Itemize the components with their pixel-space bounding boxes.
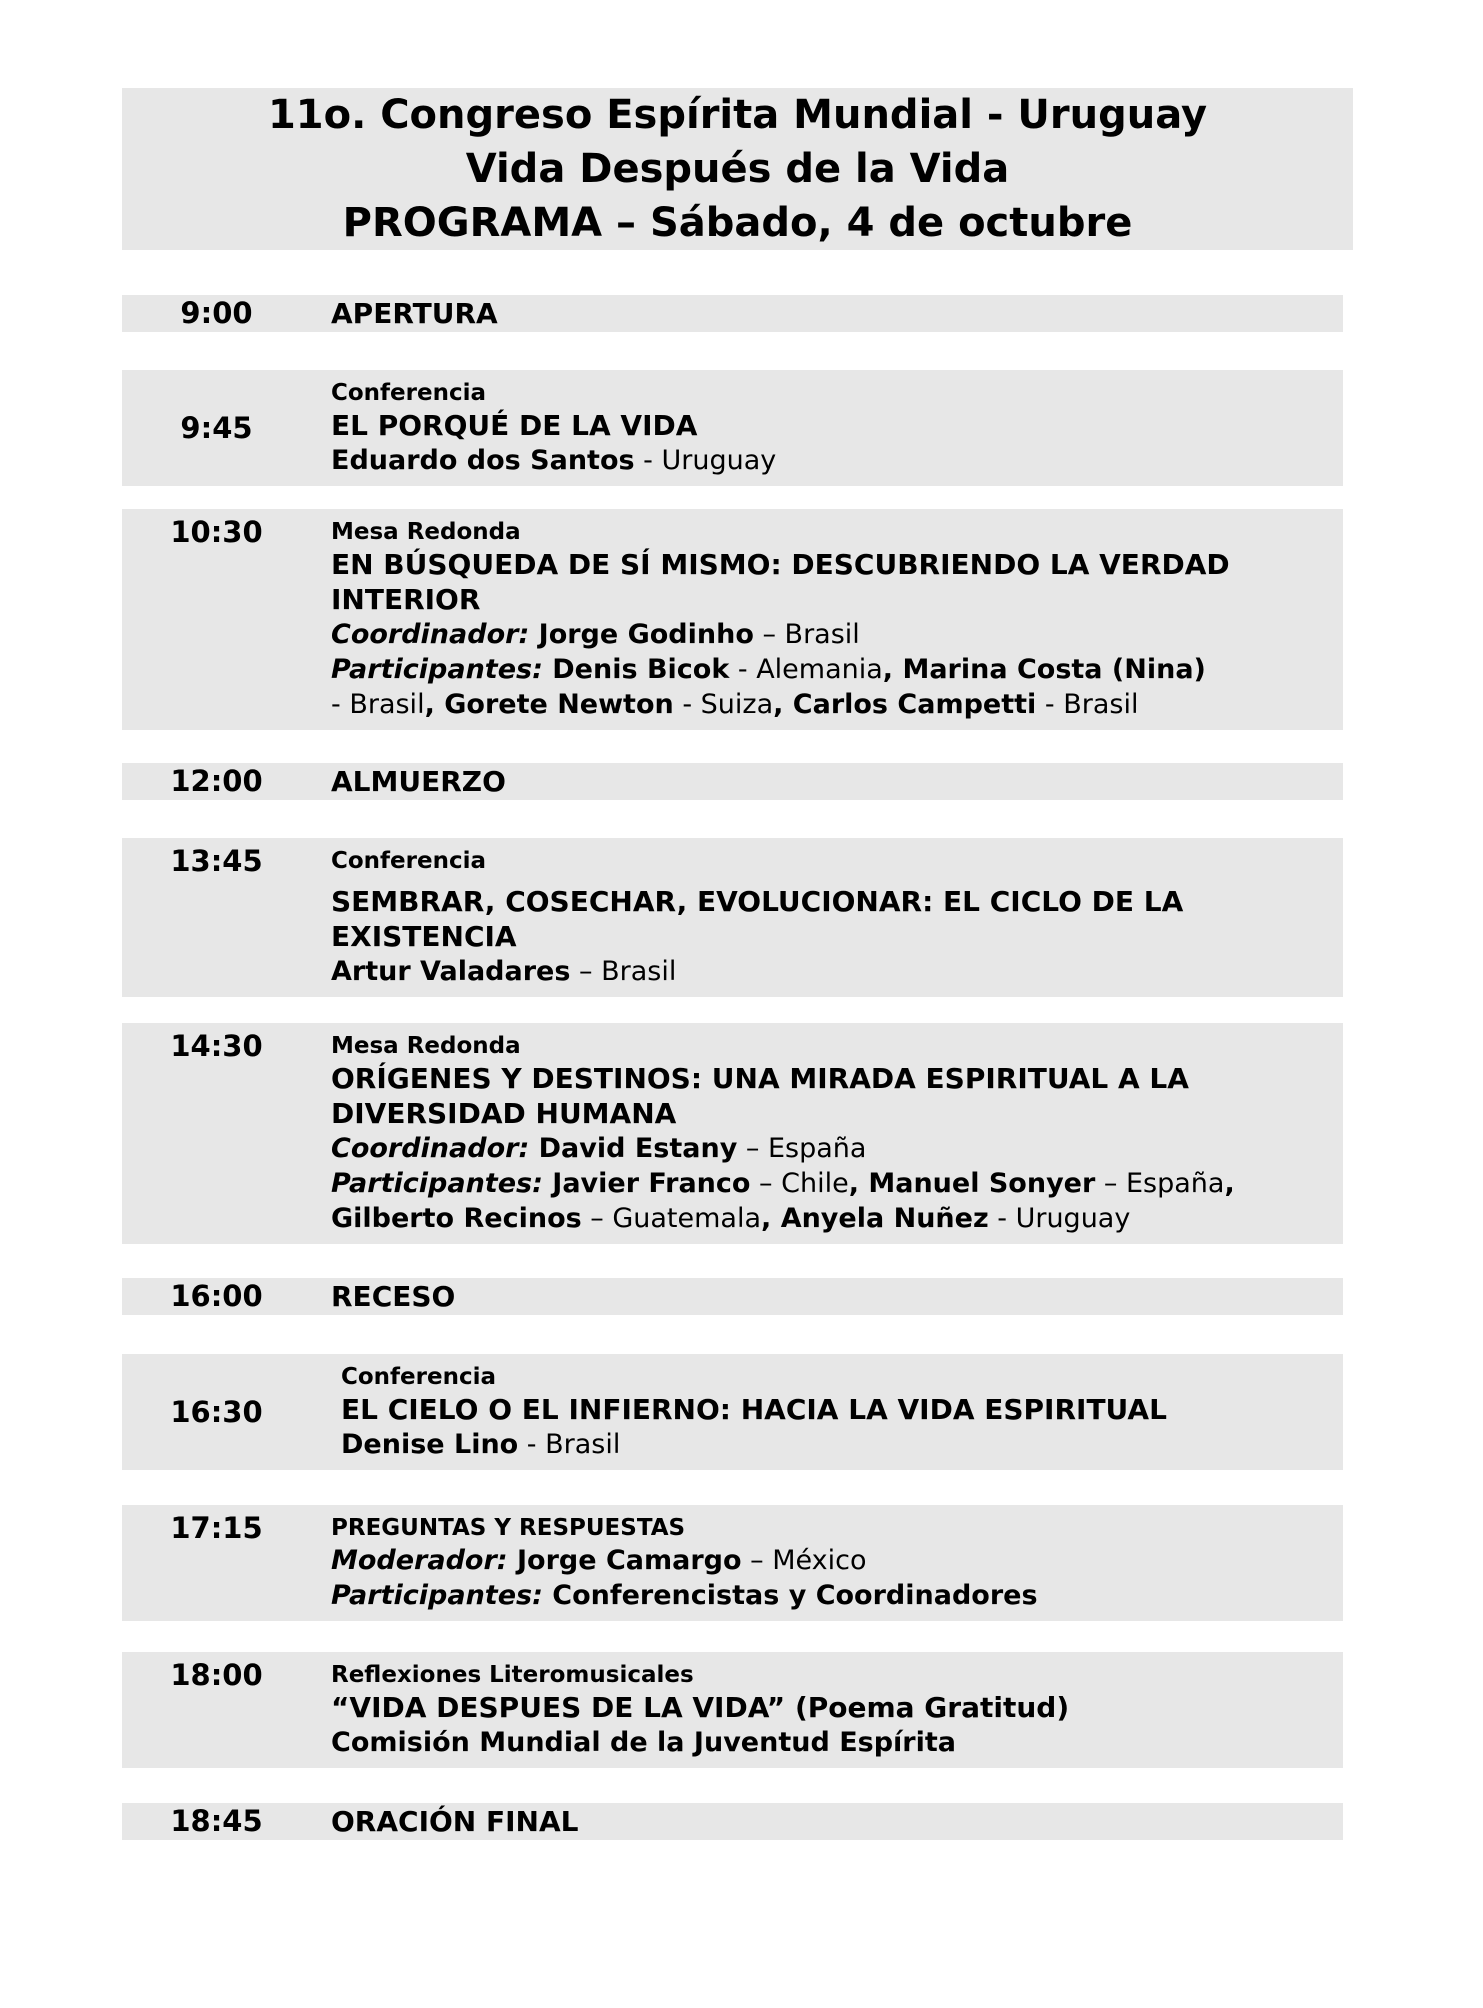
session-line [331, 1725, 1343, 1760]
schedule-row [122, 1023, 1343, 1244]
text-segment: , Marina Costa (Nina) [882, 654, 1206, 685]
event-title: EN BÚSQUEDA DE SÍ MISMO: DESCUBRIENDO LA VERDAD INTERIOR [331, 548, 1230, 616]
text-segment: - Suiza [673, 689, 774, 720]
schedule-row [122, 838, 1343, 997]
session-line [331, 443, 1343, 478]
time-label: 12:00 [170, 764, 263, 798]
text-segment: Moderador: [331, 1545, 508, 1576]
text-segment: , Manuel Sonyer [848, 1168, 1096, 1199]
session-line [331, 954, 1343, 989]
session-line [331, 1201, 1343, 1236]
text-segment: - Uruguay [634, 445, 777, 476]
text-segment: – Brasil [570, 956, 677, 987]
text-segment: – España [737, 1133, 867, 1164]
time-label: 18:00 [170, 1658, 263, 1692]
text-segment: Conferencistas y Coordinadores [542, 1580, 1038, 1611]
schedule-row [122, 1278, 1343, 1315]
text-segment: Coordinador: [331, 1133, 530, 1164]
row-content [331, 766, 1343, 797]
session-line [331, 652, 1343, 687]
session-line [331, 1131, 1343, 1166]
text-segment: - Brasil [518, 1429, 621, 1460]
session-kicker: Conferencia [331, 848, 487, 874]
event-title: ORACIÓN FINAL [331, 1805, 579, 1838]
time-label: 13:45 [170, 844, 263, 878]
schedule [122, 295, 1343, 1840]
text-segment: Artur Valadares [331, 956, 571, 987]
row-content [331, 298, 1343, 329]
session-kicker: Conferencia [341, 1364, 497, 1390]
time-label: 14:30 [170, 1029, 263, 1063]
schedule-row [122, 1803, 1343, 1840]
event-title: PREGUNTAS Y RESPUESTAS [331, 1515, 686, 1541]
text-segment: Participantes: [331, 1580, 543, 1611]
text-segment: - Brasil [331, 689, 425, 720]
time-label: 10:30 [170, 515, 263, 549]
session-line [331, 1578, 1343, 1613]
text-segment: – México [741, 1545, 867, 1576]
header-line-3: PROGRAMA – Sábado, 4 de octubre [342, 200, 1133, 246]
schedule-row [122, 509, 1343, 730]
row-content [331, 846, 1343, 989]
event-title: ORÍGENES Y DESTINOS: UNA MIRADA ESPIRITUAL A LA DIVERSIDAD HUMANA [331, 1062, 1189, 1130]
session-line [341, 1427, 1343, 1462]
text-segment: - Alemania [729, 654, 883, 685]
program-header [122, 88, 1353, 250]
text-segment: Eduardo dos Santos [331, 445, 635, 476]
time-label: 16:00 [170, 1279, 263, 1313]
row-content [331, 1806, 1343, 1837]
text-segment: David Estany [529, 1133, 738, 1164]
session-kicker: Conferencia [331, 380, 487, 406]
row-content [331, 1660, 1343, 1760]
text-segment: – Brasil [753, 619, 860, 650]
session-line [331, 1166, 1343, 1201]
event-title: ALMUERZO [331, 765, 506, 798]
schedule-row [122, 295, 1343, 332]
text-segment: , Anyela Nuñez [761, 1203, 989, 1234]
text-segment: – Chile [750, 1168, 849, 1199]
program-page [0, 88, 1483, 2008]
row-content [331, 1362, 1343, 1462]
text-segment: Jorge Camargo [507, 1545, 742, 1576]
session-kicker: Reflexiones Literomusicales [331, 1662, 694, 1688]
text-segment: , Gorete Newton [424, 689, 674, 720]
time-label: 17:15 [170, 1511, 263, 1545]
text-segment: Coordinador: [331, 619, 530, 650]
text-segment: , [1224, 1168, 1235, 1199]
text-segment: Comisión Mundial de la Juventud Espírita [331, 1727, 956, 1758]
schedule-row [122, 1505, 1343, 1621]
text-segment: Participantes: [331, 654, 543, 685]
session-line [331, 1543, 1343, 1578]
text-segment: - Uruguay [988, 1203, 1131, 1234]
row-content [331, 378, 1343, 478]
time-label: 9:00 [180, 296, 253, 330]
text-segment: , Carlos Campetti [773, 689, 1037, 720]
time-label: 9:45 [180, 411, 253, 445]
event-title: EL PORQUÉ DE LA VIDA [331, 409, 698, 442]
row-content [331, 517, 1343, 722]
schedule-row [122, 763, 1343, 800]
text-segment: Gilberto Recinos [331, 1203, 582, 1234]
row-content [331, 1031, 1343, 1236]
text-segment: Denis Bicok [542, 654, 730, 685]
header-line-1: 11o. Congreso Espírita Mundial - Uruguay [267, 92, 1208, 138]
event-title: APERTURA [331, 297, 498, 330]
header-line-2: Vida Después de la Vida [465, 146, 1010, 192]
session-line [331, 617, 1343, 652]
text-segment: Jorge Godinho [529, 619, 754, 650]
time-label: 18:45 [170, 1804, 263, 1838]
event-title: EL CIELO O EL INFIERNO: HACIA LA VIDA ESPIRITUAL [341, 1393, 1167, 1426]
session-line [331, 687, 1343, 722]
text-segment: Javier Franco [542, 1168, 751, 1199]
schedule-row [122, 370, 1343, 486]
event-title: “VIDA DESPUES DE LA VIDA” (Poema Gratitud) [331, 1691, 1070, 1724]
schedule-row [122, 1354, 1343, 1470]
text-segment: – Guatemala [581, 1203, 762, 1234]
row-content [331, 1513, 1343, 1613]
text-segment: Participantes: [331, 1168, 543, 1199]
event-title: SEMBRAR, COSECHAR, EVOLUCIONAR: EL CICLO DE LA EXISTENCIA [331, 885, 1184, 953]
session-kicker: Mesa Redonda [331, 519, 521, 545]
event-title: RECESO [331, 1280, 456, 1313]
text-segment: - Brasil [1036, 689, 1139, 720]
schedule-row [122, 1652, 1343, 1768]
session-kicker: Mesa Redonda [331, 1033, 521, 1059]
text-segment: Denise Lino [341, 1429, 519, 1460]
row-content [331, 1281, 1343, 1312]
text-segment: – España [1095, 1168, 1225, 1199]
time-label: 16:30 [170, 1395, 263, 1429]
